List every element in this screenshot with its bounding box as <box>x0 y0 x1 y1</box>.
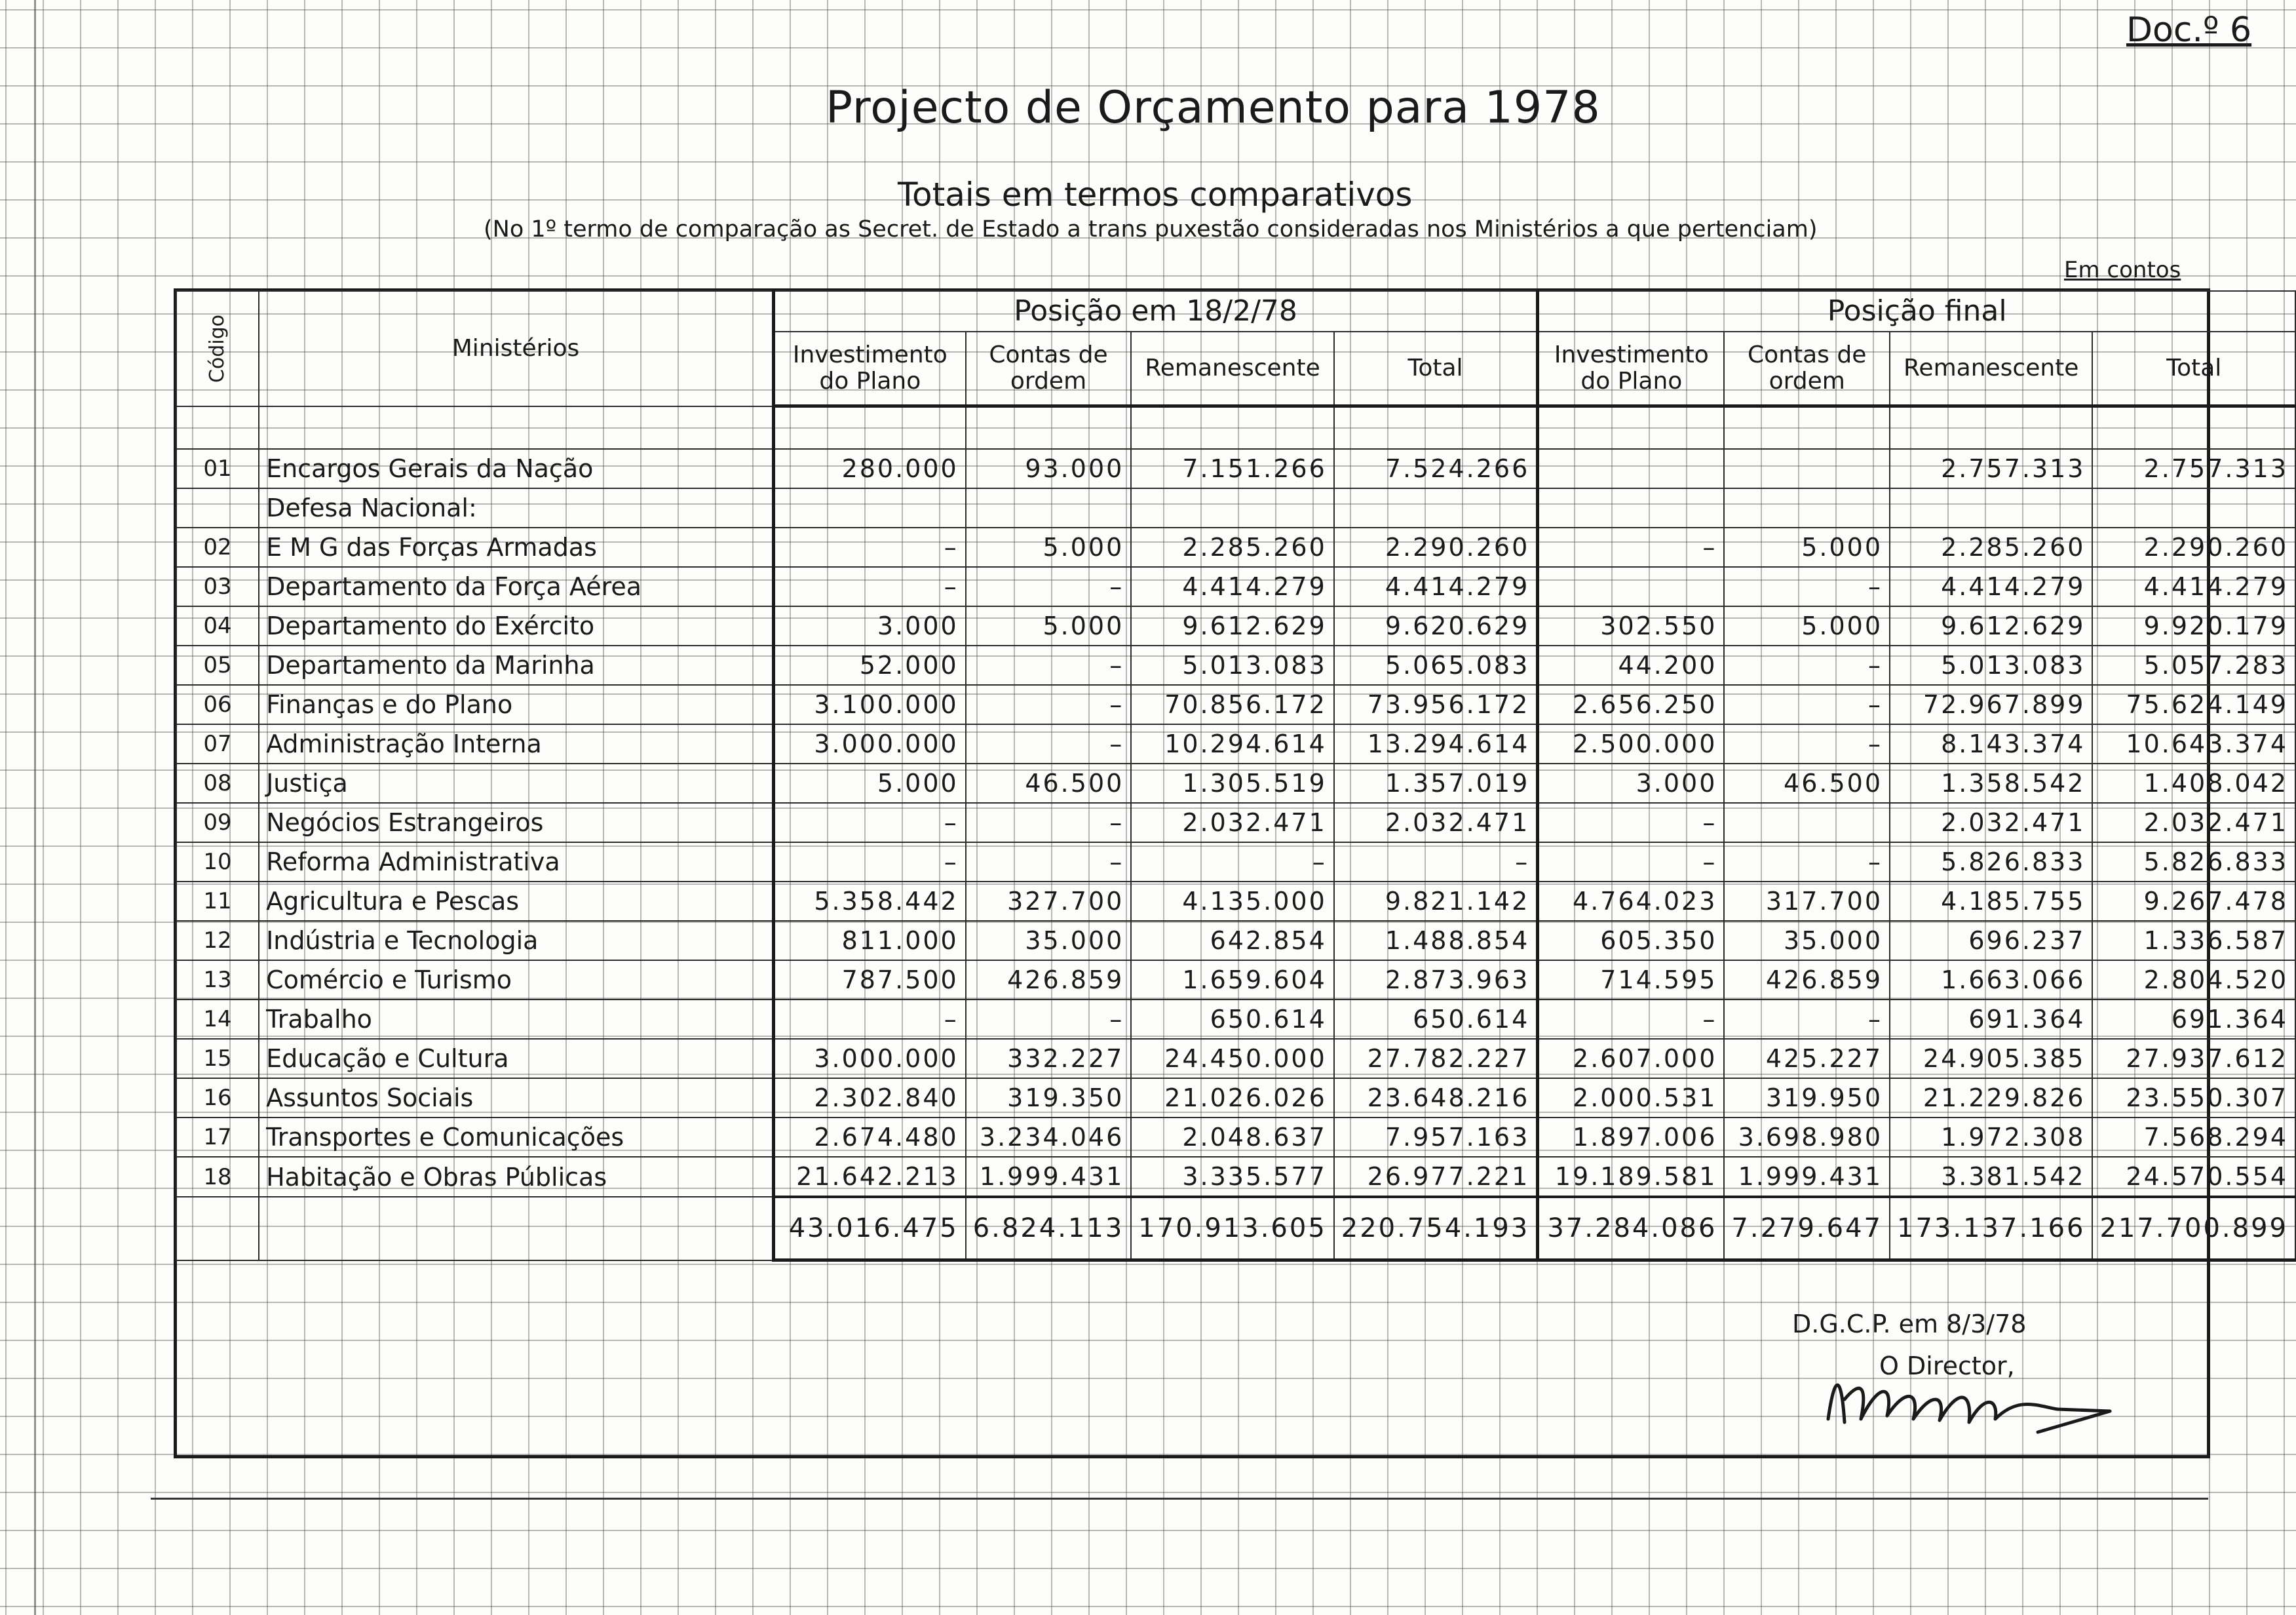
value-cell: – <box>966 803 1132 842</box>
value-cell: 9.821.142 <box>1334 882 1538 921</box>
value-cell <box>1538 488 1725 528</box>
value-cell: 21.229.826 <box>1890 1078 2092 1118</box>
value-cell: 5.826.833 <box>2092 842 2295 882</box>
ministry-name: E M G das Forças Armadas <box>259 528 773 567</box>
row-code: 12 <box>176 921 259 960</box>
footer-signatory-role: O Director, <box>1879 1352 2015 1380</box>
value-cell: 75.624.149 <box>2092 685 2295 724</box>
ministry-name: Departamento da Força Aérea <box>259 567 773 606</box>
column-header: Total <box>2092 332 2295 406</box>
row-code: 16 <box>176 1078 259 1118</box>
column-header: Remanescente <box>1131 332 1333 406</box>
value-cell: 44.200 <box>1538 646 1725 685</box>
value-cell: 650.614 <box>1131 1000 1333 1039</box>
value-cell: 5.000 <box>773 764 965 803</box>
value-cell: 1.358.542 <box>1890 764 2092 803</box>
table-row <box>176 921 2295 960</box>
value-cell: 9.612.629 <box>1131 606 1333 646</box>
row-code: 09 <box>176 803 259 842</box>
total-cell: 220.754.193 <box>1334 1197 1538 1260</box>
value-cell: 642.854 <box>1131 921 1333 960</box>
row-code: 08 <box>176 764 259 803</box>
value-cell: – <box>1334 842 1538 882</box>
row-code: 17 <box>176 1118 259 1157</box>
value-cell: 1.357.019 <box>1334 764 1538 803</box>
ministry-name: Administração Interna <box>259 724 773 764</box>
value-cell: 691.364 <box>2092 1000 2295 1039</box>
ministry-name: Departamento do Exército <box>259 606 773 646</box>
value-cell: – <box>773 1000 965 1039</box>
table-row <box>176 803 2295 842</box>
ministry-name: Comércio e Turismo <box>259 960 773 1000</box>
column-header: Investimento do Plano <box>1538 332 1725 406</box>
value-cell: – <box>773 803 965 842</box>
value-cell: 2.032.471 <box>1890 803 2092 842</box>
ministry-name: Educação e Cultura <box>259 1039 773 1078</box>
row-code <box>176 488 259 528</box>
value-cell: 46.500 <box>966 764 1132 803</box>
value-cell: 93.000 <box>966 449 1132 488</box>
value-cell: 1.663.066 <box>1890 960 2092 1000</box>
value-cell: 27.937.612 <box>2092 1039 2295 1078</box>
value-cell: – <box>1538 1000 1725 1039</box>
value-cell: 2.757.313 <box>1890 449 2092 488</box>
row-code: 02 <box>176 528 259 567</box>
value-cell: – <box>1724 646 1890 685</box>
value-cell: 3.000 <box>1538 764 1725 803</box>
value-cell: 1.897.006 <box>1538 1118 1725 1157</box>
ministry-name: Departamento da Marinha <box>259 646 773 685</box>
value-cell: 2.500.000 <box>1538 724 1725 764</box>
table-row <box>176 606 2295 646</box>
value-cell: – <box>966 567 1132 606</box>
value-cell: – <box>1131 842 1333 882</box>
units-label: Em contos <box>2064 257 2181 283</box>
value-cell: 1.488.854 <box>1334 921 1538 960</box>
total-cell: 217.700.899 <box>2092 1197 2295 1260</box>
ministry-name: Finanças e do Plano <box>259 685 773 724</box>
totals-row <box>176 1197 2295 1260</box>
value-cell: 9.620.629 <box>1334 606 1538 646</box>
value-cell: 2.032.471 <box>1334 803 1538 842</box>
value-cell: – <box>773 567 965 606</box>
ministry-name: Assuntos Sociais <box>259 1078 773 1118</box>
ministry-name: Habitação e Obras Públicas <box>259 1157 773 1197</box>
value-cell: 280.000 <box>773 449 965 488</box>
ministry-name: Negócios Estrangeiros <box>259 803 773 842</box>
value-cell: 2.656.250 <box>1538 685 1725 724</box>
value-cell: 2.285.260 <box>1131 528 1333 567</box>
column-header: Contas de ordem <box>1724 332 1890 406</box>
value-cell: 9.920.179 <box>2092 606 2295 646</box>
value-cell <box>2092 488 2295 528</box>
value-cell: 3.234.046 <box>966 1118 1132 1157</box>
value-cell: – <box>966 724 1132 764</box>
value-cell: 4.414.279 <box>2092 567 2295 606</box>
value-cell: 5.358.442 <box>773 882 965 921</box>
value-cell: – <box>1538 803 1725 842</box>
value-cell: 2.290.260 <box>2092 528 2295 567</box>
value-cell: 13.294.614 <box>1334 724 1538 764</box>
value-cell: 7.151.266 <box>1131 449 1333 488</box>
value-cell: 24.570.554 <box>2092 1157 2295 1197</box>
value-cell: 696.237 <box>1890 921 2092 960</box>
value-cell: – <box>966 1000 1132 1039</box>
value-cell: 317.700 <box>1724 882 1890 921</box>
value-cell: 2.674.480 <box>773 1118 965 1157</box>
ministries-header: Ministérios <box>259 291 773 406</box>
code-header: Código <box>176 291 259 406</box>
document-reference: Doc.º 6 <box>2126 10 2252 50</box>
value-cell: 2.032.471 <box>1131 803 1333 842</box>
table-row <box>176 960 2295 1000</box>
table-row <box>176 449 2295 488</box>
value-cell: – <box>1724 1000 1890 1039</box>
value-cell <box>1334 488 1538 528</box>
value-cell: 2.873.963 <box>1334 960 1538 1000</box>
ministry-name: Indústria e Tecnologia <box>259 921 773 960</box>
ministry-name: Agricultura e Pescas <box>259 882 773 921</box>
value-cell: 5.826.833 <box>1890 842 2092 882</box>
row-code: 13 <box>176 960 259 1000</box>
value-cell: 2.607.000 <box>1538 1039 1725 1078</box>
value-cell: – <box>1538 528 1725 567</box>
value-cell: – <box>773 842 965 882</box>
value-cell: – <box>1538 842 1725 882</box>
value-cell <box>1538 449 1725 488</box>
value-cell: 691.364 <box>1890 1000 2092 1039</box>
value-cell: 21.642.213 <box>773 1157 965 1197</box>
value-cell: 319.950 <box>1724 1078 1890 1118</box>
total-cell: 6.824.113 <box>966 1197 1132 1260</box>
value-cell: 4.414.279 <box>1131 567 1333 606</box>
row-code: 05 <box>176 646 259 685</box>
value-cell: 26.977.221 <box>1334 1157 1538 1197</box>
value-cell: 2.285.260 <box>1890 528 2092 567</box>
value-cell: 70.856.172 <box>1131 685 1333 724</box>
total-cell: 37.284.086 <box>1538 1197 1725 1260</box>
value-cell: 3.100.000 <box>773 685 965 724</box>
footer-place-date: D.G.C.P. em 8/3/78 <box>1792 1310 2027 1338</box>
margin-line <box>34 0 36 1615</box>
value-cell: 426.859 <box>1724 960 1890 1000</box>
value-cell: 4.414.279 <box>1890 567 2092 606</box>
row-code: 14 <box>176 1000 259 1039</box>
value-cell: 46.500 <box>1724 764 1890 803</box>
value-cell: 332.227 <box>966 1039 1132 1078</box>
table-row <box>176 567 2295 606</box>
total-cell: 7.279.647 <box>1724 1197 1890 1260</box>
value-cell: 1.336.587 <box>2092 921 2295 960</box>
value-cell <box>1724 488 1890 528</box>
value-cell: 714.595 <box>1538 960 1725 1000</box>
value-cell: 3.000.000 <box>773 1039 965 1078</box>
value-cell: – <box>1724 567 1890 606</box>
comparison-note: (No 1º termo de comparação as Secret. de Estado a trans puxestão consideradas nos Ministérios a que pertenciam) <box>484 216 1818 243</box>
value-cell: 1.659.604 <box>1131 960 1333 1000</box>
value-cell: 5.057.283 <box>2092 646 2295 685</box>
value-cell: 52.000 <box>773 646 965 685</box>
row-code: 06 <box>176 685 259 724</box>
bottom-rule <box>151 1498 2208 1500</box>
value-cell: 7.957.163 <box>1334 1118 1538 1157</box>
value-cell: 21.026.026 <box>1131 1078 1333 1118</box>
value-cell: 1.999.431 <box>1724 1157 1890 1197</box>
value-cell: 1.999.431 <box>966 1157 1132 1197</box>
row-code: 01 <box>176 449 259 488</box>
value-cell: – <box>1724 842 1890 882</box>
value-cell <box>1890 488 2092 528</box>
row-code: 10 <box>176 842 259 882</box>
value-cell: 5.013.083 <box>1131 646 1333 685</box>
value-cell: 3.698.980 <box>1724 1118 1890 1157</box>
value-cell: 811.000 <box>773 921 965 960</box>
value-cell: – <box>1724 724 1890 764</box>
value-cell: 787.500 <box>773 960 965 1000</box>
value-cell: 1.305.519 <box>1131 764 1333 803</box>
value-cell: 2.000.531 <box>1538 1078 1725 1118</box>
document-subtitle: Totais em termos comparativos <box>898 176 1413 214</box>
document-title: Projecto de Orçamento para 1978 <box>826 82 1601 134</box>
value-cell: 3.000.000 <box>773 724 965 764</box>
value-cell: 2.290.260 <box>1334 528 1538 567</box>
value-cell: 72.967.899 <box>1890 685 2092 724</box>
row-code: 03 <box>176 567 259 606</box>
total-cell: 170.913.605 <box>1131 1197 1333 1260</box>
value-cell: 2.804.520 <box>2092 960 2295 1000</box>
column-header: Total <box>1334 332 1538 406</box>
value-cell: 4.185.755 <box>1890 882 2092 921</box>
value-cell: 23.648.216 <box>1334 1078 1538 1118</box>
value-cell: 302.550 <box>1538 606 1725 646</box>
handwritten-signature <box>1822 1360 2116 1439</box>
column-header: Contas de ordem <box>966 332 1132 406</box>
table-row <box>176 1118 2295 1157</box>
table-row <box>176 685 2295 724</box>
group-header-initial: Posição em 18/2/78 <box>773 291 1537 332</box>
value-cell: 9.612.629 <box>1890 606 2092 646</box>
value-cell: – <box>773 528 965 567</box>
value-cell: 5.000 <box>966 528 1132 567</box>
total-cell: 43.016.475 <box>773 1197 965 1260</box>
value-cell: 425.227 <box>1724 1039 1890 1078</box>
ministry-name: Trabalho <box>259 1000 773 1039</box>
value-cell: 426.859 <box>966 960 1132 1000</box>
value-cell: 1.408.042 <box>2092 764 2295 803</box>
value-cell: 35.000 <box>966 921 1132 960</box>
table-row <box>176 1039 2295 1078</box>
table-row <box>176 1078 2295 1118</box>
value-cell <box>1724 803 1890 842</box>
value-cell: 1.972.308 <box>1890 1118 2092 1157</box>
value-cell: 4.135.000 <box>1131 882 1333 921</box>
table-row <box>176 488 2295 528</box>
table-row <box>176 882 2295 921</box>
column-header: Remanescente <box>1890 332 2092 406</box>
value-cell: 2.048.637 <box>1131 1118 1333 1157</box>
value-cell: 73.956.172 <box>1334 685 1538 724</box>
row-code: 15 <box>176 1039 259 1078</box>
value-cell: 2.032.471 <box>2092 803 2295 842</box>
value-cell: – <box>966 685 1132 724</box>
value-cell: 327.700 <box>966 882 1132 921</box>
value-cell: 10.294.614 <box>1131 724 1333 764</box>
ministry-name: Justiça <box>259 764 773 803</box>
value-cell: 319.350 <box>966 1078 1132 1118</box>
ministry-name: Reforma Administrativa <box>259 842 773 882</box>
value-cell: 24.905.385 <box>1890 1039 2092 1078</box>
ministry-name: Encargos Gerais da Nação <box>259 449 773 488</box>
value-cell: – <box>1724 685 1890 724</box>
value-cell: 5.065.083 <box>1334 646 1538 685</box>
value-cell: – <box>966 646 1132 685</box>
value-cell: 4.764.023 <box>1538 882 1725 921</box>
value-cell: – <box>966 842 1132 882</box>
value-cell: 3.335.577 <box>1131 1157 1333 1197</box>
value-cell: 605.350 <box>1538 921 1725 960</box>
column-header: Investimento do Plano <box>773 332 965 406</box>
value-cell: 2.302.840 <box>773 1078 965 1118</box>
table-row <box>176 528 2295 567</box>
value-cell <box>966 488 1132 528</box>
value-cell: 23.550.307 <box>2092 1078 2295 1118</box>
table-row <box>176 1157 2295 1197</box>
value-cell: 5.000 <box>1724 606 1890 646</box>
table-row <box>176 842 2295 882</box>
value-cell: 3.381.542 <box>1890 1157 2092 1197</box>
value-cell <box>1724 449 1890 488</box>
value-cell: 4.414.279 <box>1334 567 1538 606</box>
value-cell: 2.757.313 <box>2092 449 2295 488</box>
value-cell: 3.000 <box>773 606 965 646</box>
value-cell: 8.143.374 <box>1890 724 2092 764</box>
value-cell: 5.013.083 <box>1890 646 2092 685</box>
table-row <box>176 724 2295 764</box>
row-code: 18 <box>176 1157 259 1197</box>
table-row <box>176 1000 2295 1039</box>
value-cell: 650.614 <box>1334 1000 1538 1039</box>
total-cell: 173.137.166 <box>1890 1197 2092 1260</box>
group-header-final: Posição final <box>1538 291 2295 332</box>
value-cell: 19.189.581 <box>1538 1157 1725 1197</box>
value-cell: 5.000 <box>966 606 1132 646</box>
ministry-name: Transportes e Comunicações <box>259 1118 773 1157</box>
value-cell <box>773 488 965 528</box>
value-cell: 9.267.478 <box>2092 882 2295 921</box>
row-code: 11 <box>176 882 259 921</box>
table-row <box>176 764 2295 803</box>
value-cell <box>1131 488 1333 528</box>
value-cell: 7.524.266 <box>1334 449 1538 488</box>
table-row <box>176 646 2295 685</box>
ministry-name: Defesa Nacional: <box>259 488 773 528</box>
value-cell: 10.643.374 <box>2092 724 2295 764</box>
value-cell: 24.450.000 <box>1131 1039 1333 1078</box>
spacer-row <box>176 406 2295 450</box>
value-cell <box>1538 567 1725 606</box>
table-body <box>176 406 2295 1197</box>
value-cell: 27.782.227 <box>1334 1039 1538 1078</box>
value-cell: 35.000 <box>1724 921 1890 960</box>
value-cell: 7.568.294 <box>2092 1118 2295 1157</box>
row-code: 07 <box>176 724 259 764</box>
row-code: 04 <box>176 606 259 646</box>
value-cell: 5.000 <box>1724 528 1890 567</box>
